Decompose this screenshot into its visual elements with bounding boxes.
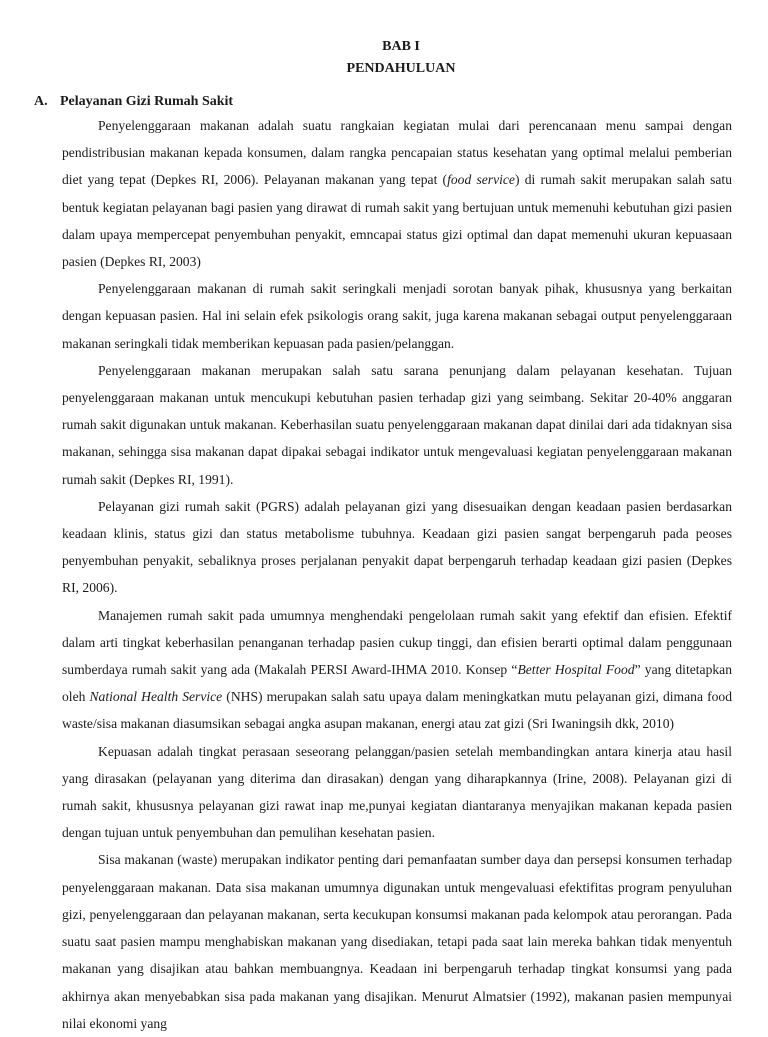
italic-term: Better Hospital Food — [517, 662, 635, 678]
paragraph-text: (NHS) merupakan salah satu upaya dalam meningkatkan mutu pelayanan gizi, dimana food waste/sisa makanan diasumsikan sebagai angka asupan makanan, energi atau zat gizi (Sri Iwaningsih dkk, 2010) — [62, 689, 732, 732]
paragraph-text: ) di rumah sakit merupakan salah satu bentuk kegiatan pelayanan bagi pasien yang dirawat di rumah sakit yang bertujuan untuk memenuhi kebutuhan gizi pasien dalam upaya mempercepat penyembuhan penyakit, emncapai status gizi optimal dan dapat memenuhi ukuran kepuasaan pasien (Depkes RI, 2003) — [62, 172, 733, 270]
paragraph-text: ” yang ditetapkan oleh — [62, 662, 733, 705]
italic-term: food service — [447, 172, 515, 188]
chapter-title: PENDAHULUAN — [346, 61, 456, 76]
paragraph-food-waste: Sisa makanan (waste) merupakan indikator penting dari pemanfaatan sumber daya dan persepsi konsumen terhadap penyelenggaraan makanan. Data sisa makanan umumnya digunakan untuk mengevaluasi efektifitas program penyuluhan gizi, penyelenggaraan dan pelayanan makanan, serta kecukupan konsumsi makanan pada kelompok atau perorangan. Pada suatu saat pasien mampu menghabiskan makanan yang disediakan, tetapi pada saat lain mereka bahkan tidak menyentuh makanan yang disajikan atau bahkan membuangnya. Keadaan ini berpengaruh terhadap tingkat konsumsi yang pada akhirnya akan menyebabkan sisa pada makanan yang disajikan. Menurut Almatsier (1992), makanan pasien mempunyai nilai ekonomi yang — [62, 852, 732, 1031]
paragraph-patient-satisfaction: Penyelenggaraan makanan di rumah sakit seringkali menjadi sorotan banyak pihak, khususnya yang berkaitan dengan kepuasan pasien. Hal ini selain efek psikologis orang sakit, juga karena makanan sebagai output penyelenggaraan makanan seringkali tidak memberikan kepuasan pada pasien/pelanggan. — [62, 281, 732, 351]
section-marker: A. — [34, 94, 48, 109]
paragraph-food-service — [62, 112, 732, 275]
italic-term: National Health Service — [89, 689, 223, 705]
paragraph-hospital-management — [62, 602, 732, 738]
paragraph-text: Manajemen rumah sakit pada umumnya menghendaki pengelolaan rumah sakit yang efektif dan efisien. Efektif dalam arti tingkat keberhasilan penanganan terhadap pasien cukup tinggi, dan efisien berarti optimal dalam penggunaan sumberdaya rumah sakit yang ada (Makalah PERSI Award-IHMA 2010. Konsep “ — [62, 607, 732, 678]
section-heading-text: Pelayanan Gizi Rumah Sakit — [60, 94, 234, 109]
paragraph-satisfaction-definition: Kepuasan adalah tingkat perasaan seseorang pelanggan/pasien setelah membandingkan antara kinerja atau hasil yang dirasakan (pelayanan yang diterima dan dirasakan) dengan yang diharapkannya (Irine, 2008). Pelayanan gizi di rumah sakit, khususnya pelayanan gizi rawat inap me,punyai kegiatan diantaranya menyajikan makanan kepada pasien dengan tujuan untuk penyembuhan dan pemulihan kesehatan pasien. — [62, 743, 732, 841]
paragraph-pgrs: Pelayanan gizi rumah sakit (PGRS) adalah pelayanan gizi yang disesuaikan dengan keadaan pasien berdasarkan keadaan klinis, status gizi dan status metabolisme tubuhnya. Keadaan gizi pasien sangat berpengaruh pada peoses penyembuhan penyakit, sebaliknya proses perjalanan penyakit dapat berpengaruh terhadap keadaan gizi pasien (Depkes RI, 2006). — [62, 498, 732, 596]
chapter-label: BAB I — [382, 39, 420, 54]
section-heading — [34, 92, 732, 112]
paragraph-food-service-goals: Penyelenggaraan makanan merupakan salah satu sarana penunjang dalam pelayanan kesehatan. Tujuan penyelenggaraan makanan untuk mencukupi kebutuhan pasien terhadap gizi yang seimbang. Sekitar 20-40% anggaran rumah sakit digunakan untuk makanan. Keberhasilan suatu penyelenggaraan makanan dapat dinilai dari ada tidaknyan sisa makanan, sehingga sisa makanan dapat dipakai sebagai indikator untuk mengevaluasi kegiatan penyelenggaraan makanan rumah sakit (Depkes RI, 1991). — [62, 362, 732, 487]
paragraph-text: Penyelenggaraan makanan adalah suatu rangkaian kegiatan mulai dari perencanaan menu sampai dengan pendistribusian makanan kepada konsumen, dalam rangka pencapaian status kesehatan yang optimal melalui pemberian diet yang tepat (Depkes RI, 2006). Pelayanan makanan yang tepat ( — [62, 118, 732, 188]
